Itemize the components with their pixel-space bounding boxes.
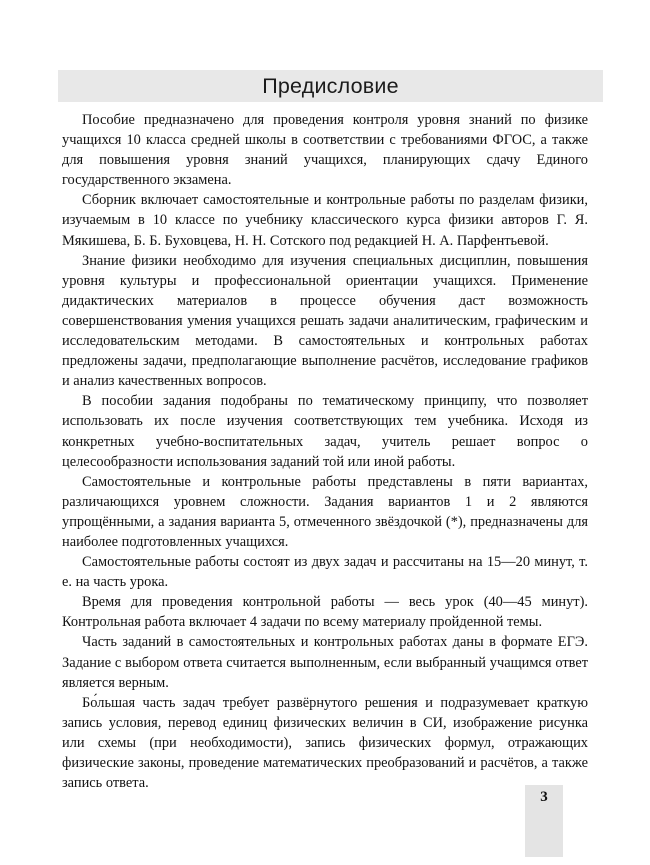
paragraph: Знание физики необходимо для изучения специальных дисциплин, повышения уровня культуры и профессиональной ориентации учащихся. Применение дидактических материалов в процессе обучения даст возможность совершенствования умения учащихся решать задачи аналитическим, графическим и исследовательским методами. В самостоятельных и контрольных работах предложены задачи, предполагающие выполнение расчётов, исследование графиков и анализ качественных вопросов. — [62, 252, 588, 390]
paragraph: Часть заданий в самостоятельных и контрольных работах даны в формате ЕГЭ. Задание с выбором ответа считается выполненным, если выбранный учащимся ответ является верным. — [62, 634, 588, 691]
paragraph: Самостоятельные и контрольные работы представлены в пяти вариантах, различающихся уровнем сложности. Задания вариантов 1 и 2 являются упрощёнными, а задания варианта 5, отмеченного звёздочкой (*), предназначены для наиболее подготовленных учащихся. — [62, 473, 588, 550]
body-text-column — [62, 110, 588, 793]
page-title: Предисловие — [262, 73, 399, 98]
paragraph: Время для проведения контрольной работы — весь урок (40—45 минут). Контрольная работа включает 4 задачи по всему материалу пройденной темы. — [62, 594, 588, 631]
paragraph: Пособие предназначено для проведения контроля уровня знаний по физике учащихся 10 класса средней школы в соответствии с требованиями ФГОС, а также для повышения уровня знаний учащихся, планирующих сдачу Единого государственного экзамена. — [62, 112, 588, 189]
page-number: 3 — [540, 789, 548, 805]
paragraph: Сборник включает самостоятельные и контрольные работы по разделам физики, изучаемым в 10 классе по учебнику классического курса физики авторов Г. Я. Мякишева, Б. Б. Буховцева, Н. Н. Сотского под редакцией Н. А. Парфентьевой. — [62, 192, 588, 249]
paragraph: В пособии задания подобраны по тематическому принципу, что позволяет использовать их после изучения соответствующих тем учебника. Исходя из конкретных учебно-воспитательных задач, учитель решает вопрос о целесообразности использования заданий той или иной работы. — [62, 393, 588, 470]
paragraph: Бо́льшая часть задач требует развёрнутого решения и подразумевает краткую запись условия, перевод единиц физических величин в СИ, изображение рисунка или схемы (при необходимости), запись физических формул, отражающих физические законы, проведение математических преобразований и расчётов, а также запись ответа. — [62, 694, 588, 792]
paragraph: Самостоятельные работы состоят из двух задач и рассчитаны на 15—20 минут, т. е. на часть урока. — [62, 554, 588, 591]
